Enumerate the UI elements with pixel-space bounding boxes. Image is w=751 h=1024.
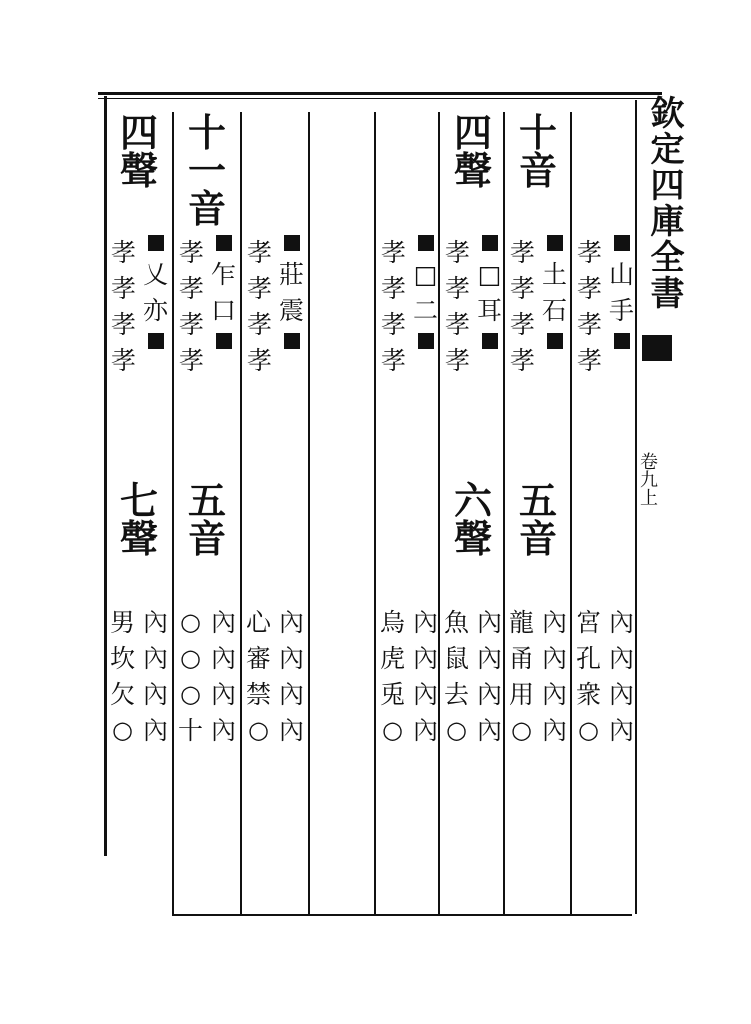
entry-char: 禁: [245, 679, 271, 709]
row-char: 孝: [110, 273, 136, 303]
column-divider: [308, 112, 310, 914]
entry-char: 內: [412, 643, 438, 673]
entry-char: 孔: [575, 643, 601, 673]
entry-char: 欠: [109, 679, 135, 709]
entry-char: 十: [177, 715, 203, 745]
entry-char: 內: [608, 679, 634, 709]
annotation-char: 莊: [278, 259, 304, 289]
upper-annotation: [607, 230, 636, 354]
entry-char: ○: [112, 716, 133, 744]
black-square-icon: [418, 235, 434, 251]
row-char: 孝: [246, 345, 272, 375]
heading-char: 音: [518, 148, 557, 193]
black-square-icon: [547, 333, 563, 349]
entry-char: 男: [109, 607, 135, 637]
entry-char: 魚: [443, 607, 469, 637]
upper-rows: [442, 234, 473, 378]
upper-rows: [574, 234, 605, 378]
entry-char: 內: [476, 679, 502, 709]
row-char: 孝: [444, 309, 470, 339]
black-square-icon: [216, 333, 232, 349]
entry-char: 內: [210, 715, 236, 745]
heading-char: 四: [453, 110, 492, 155]
annotation-char: 手: [608, 295, 634, 325]
lower-heading: [505, 478, 571, 561]
entry-char: 內: [210, 679, 236, 709]
entry-char: 內: [278, 607, 304, 637]
entry-char: 內: [142, 607, 168, 637]
row-char: 孝: [444, 273, 470, 303]
annotation-char: 亦: [142, 295, 168, 325]
row-char: 孝: [246, 309, 272, 339]
entry-char: 內: [210, 643, 236, 673]
row-char: 孝: [178, 309, 204, 339]
upper-heading: [440, 110, 506, 193]
heading-char: 五: [187, 478, 226, 523]
column-c4: [376, 110, 442, 910]
entry-char: 內: [210, 607, 236, 637]
entry-char: 龍: [508, 607, 534, 637]
entry-char: ○: [248, 716, 269, 744]
entry-char: 鼠: [443, 643, 469, 673]
row-char: 孝: [509, 309, 535, 339]
row-char: 孝: [509, 345, 535, 375]
heading-char: 音: [187, 186, 226, 231]
row-char: 孝: [178, 345, 204, 375]
annotation-char: □: [413, 259, 438, 289]
annotation-char: 山: [608, 259, 634, 289]
row-char: 孝: [576, 273, 602, 303]
row-char: 孝: [110, 237, 136, 267]
column-c5: [440, 110, 506, 910]
heading-char: 一: [187, 148, 226, 193]
lower-column-a: [139, 604, 172, 748]
entry-char: 宮: [575, 607, 601, 637]
row-char: 孝: [576, 345, 602, 375]
heading-char: 聲: [453, 148, 492, 193]
heading-char: 聲: [453, 516, 492, 561]
entry-char: ○: [180, 680, 201, 708]
entry-char: 內: [278, 715, 304, 745]
black-square-icon: [418, 333, 434, 349]
annotation-char: 二: [412, 295, 438, 325]
entry-char: 內: [278, 679, 304, 709]
row-char: 孝: [110, 309, 136, 339]
bottom-rule: [172, 914, 632, 916]
lower-column-b: [106, 604, 139, 748]
black-square-icon: [284, 333, 300, 349]
fishtail-mark: [642, 335, 672, 361]
heading-char: 十: [187, 110, 226, 155]
heading-char: 音: [187, 516, 226, 561]
column-c7: [572, 110, 638, 910]
annotation-char: 乍: [210, 259, 236, 289]
entry-char: 內: [541, 607, 567, 637]
entry-char: 內: [541, 643, 567, 673]
entry-char: 內: [476, 607, 502, 637]
lower-column-b: [242, 604, 275, 748]
entry-char: ○: [511, 716, 532, 744]
entry-char: 烏: [379, 607, 405, 637]
lower-heading: [106, 478, 172, 561]
row-char: 孝: [246, 273, 272, 303]
upper-annotation: [475, 230, 504, 354]
black-square-icon: [482, 333, 498, 349]
entry-char: 兎: [379, 679, 405, 709]
row-char: 孝: [576, 309, 602, 339]
heading-char: 七: [119, 478, 158, 523]
row-char: 孝: [178, 273, 204, 303]
annotation-char: 耳: [476, 295, 502, 325]
lower-column-a: [275, 604, 308, 748]
lower-column-b: [174, 604, 207, 748]
entry-char: 坎: [109, 643, 135, 673]
black-square-icon: [216, 235, 232, 251]
upper-rows: [108, 234, 139, 378]
black-square-icon: [284, 235, 300, 251]
entry-char: 甬: [508, 643, 534, 673]
heading-char: 聲: [119, 516, 158, 561]
annotation-char: □: [477, 259, 502, 289]
entry-char: 內: [476, 643, 502, 673]
row-char: 孝: [380, 273, 406, 303]
entry-char: ○: [180, 608, 201, 636]
lower-column-b: [505, 604, 538, 748]
black-square-icon: [614, 235, 630, 251]
lower-heading: [440, 478, 506, 561]
annotation-char: 口: [210, 295, 236, 325]
black-square-icon: [148, 333, 164, 349]
entry-char: 衆: [575, 679, 601, 709]
upper-rows: [176, 234, 207, 378]
entry-char: ○: [180, 644, 201, 672]
lower-column-b: [440, 604, 473, 748]
row-char: 孝: [380, 237, 406, 267]
heading-char: 音: [518, 516, 557, 561]
entry-char: 內: [278, 643, 304, 673]
row-char: 孝: [509, 237, 535, 267]
top-rule-inner: [98, 98, 662, 99]
heading-char: 六: [453, 478, 492, 523]
row-char: 孝: [178, 237, 204, 267]
column-c3: [242, 110, 308, 910]
upper-rows: [244, 234, 275, 378]
entry-char: 內: [541, 679, 567, 709]
heading-char: 聲: [119, 148, 158, 193]
entry-char: 心: [245, 607, 271, 637]
black-square-icon: [614, 333, 630, 349]
row-char: 孝: [246, 237, 272, 267]
black-square-icon: [148, 235, 164, 251]
lower-column-b: [572, 604, 605, 748]
row-char: 孝: [110, 345, 136, 375]
lower-column-a: [605, 604, 638, 748]
upper-annotation: [540, 230, 569, 354]
row-char: 孝: [380, 309, 406, 339]
entry-char: 內: [142, 679, 168, 709]
entry-char: 內: [412, 715, 438, 745]
entry-char: ○: [578, 716, 599, 744]
entry-char: 內: [541, 715, 567, 745]
upper-heading: [106, 110, 172, 193]
upper-annotation: [277, 230, 306, 354]
upper-heading: [174, 110, 240, 231]
entry-char: 用: [508, 679, 534, 709]
entry-char: 內: [412, 607, 438, 637]
row-char: 孝: [509, 273, 535, 303]
upper-annotation: [141, 230, 170, 354]
entry-char: 內: [608, 715, 634, 745]
row-char: 孝: [444, 237, 470, 267]
black-square-icon: [547, 235, 563, 251]
heading-char: 十: [518, 110, 557, 155]
book-title: 欽定四庫全書: [644, 95, 684, 311]
annotation-char: 石: [541, 295, 567, 325]
entry-char: 內: [608, 607, 634, 637]
lower-column-a: [409, 604, 442, 748]
upper-annotation: [209, 230, 238, 354]
heading-char: 四: [119, 110, 158, 155]
entry-char: 虎: [379, 643, 405, 673]
column-c6: [505, 110, 571, 910]
lower-column-a: [538, 604, 571, 748]
entry-char: 內: [142, 715, 168, 745]
column-c1: [106, 110, 172, 910]
entry-char: ○: [446, 716, 467, 744]
lower-column-a: [207, 604, 240, 748]
heading-char: 五: [518, 478, 557, 523]
row-char: 孝: [380, 345, 406, 375]
row-char: 孝: [576, 237, 602, 267]
entry-char: 內: [412, 679, 438, 709]
upper-heading: [505, 110, 571, 193]
lower-column-a: [473, 604, 506, 748]
entry-char: ○: [382, 716, 403, 744]
top-rule: [98, 92, 662, 95]
volume-label: 卷九上: [637, 452, 658, 506]
annotation-char: 土: [541, 259, 567, 289]
entry-char: 內: [608, 643, 634, 673]
lower-heading: [174, 478, 240, 561]
entry-char: 內: [142, 643, 168, 673]
entry-char: 去: [443, 679, 469, 709]
entry-char: 內: [476, 715, 502, 745]
column-c2: [174, 110, 240, 910]
lower-column-b: [376, 604, 409, 748]
annotation-char: 乂: [142, 259, 168, 289]
upper-rows: [378, 234, 409, 378]
row-char: 孝: [444, 345, 470, 375]
annotation-char: 震: [278, 295, 304, 325]
black-square-icon: [482, 235, 498, 251]
upper-annotation: [411, 230, 440, 354]
upper-rows: [507, 234, 538, 378]
entry-char: 審: [245, 643, 271, 673]
